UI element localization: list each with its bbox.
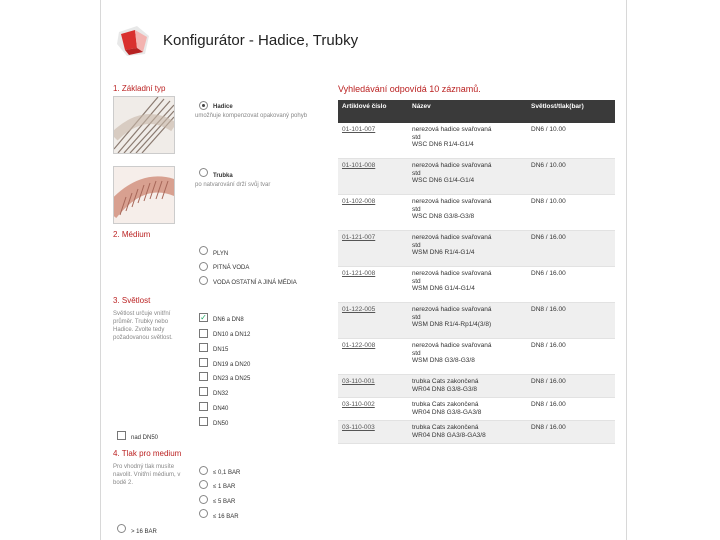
type-radio-hadice[interactable] bbox=[199, 101, 208, 110]
product-name-line: WR04 DN8 G3/8-GA3/8 bbox=[412, 408, 482, 416]
article-code-link[interactable]: 01-122-008 bbox=[338, 339, 408, 375]
medium-radio-pitna-voda[interactable] bbox=[199, 262, 208, 271]
column-header-code[interactable]: Artiklové číslo bbox=[338, 100, 408, 123]
size-label-dn15: DN15 bbox=[213, 347, 229, 353]
product-name-cell bbox=[408, 267, 527, 303]
article-code-link[interactable]: 01-101-007 bbox=[338, 123, 408, 159]
size-label-dn32: DN32 bbox=[213, 391, 229, 397]
pressure-label-16: ≤ 16 BAR bbox=[213, 514, 239, 520]
product-name-line: std bbox=[412, 241, 421, 249]
article-code-link[interactable]: 01-102-008 bbox=[338, 195, 408, 231]
size-pressure-cell: DN8 / 16.00 bbox=[527, 339, 615, 375]
size-pressure-cell: DN6 / 16.00 bbox=[527, 231, 615, 267]
product-name-line: nerezová hadice svařovaná bbox=[412, 270, 492, 277]
product-name-line: WSC DN8 G3/8-G3/8 bbox=[412, 213, 475, 220]
product-name-cell bbox=[408, 303, 527, 339]
size-pressure-cell: DN8 / 16.00 bbox=[527, 398, 615, 421]
product-name-line: std bbox=[412, 313, 421, 321]
tube-image bbox=[113, 166, 175, 224]
table-row[interactable] bbox=[338, 267, 615, 303]
type-label-hadice: Hadice bbox=[213, 104, 233, 110]
product-name-line: nerezová hadice svařovaná bbox=[412, 306, 492, 313]
configurator-logo bbox=[115, 22, 153, 60]
article-code-link[interactable]: 01-121-007 bbox=[338, 231, 408, 267]
results-header-row bbox=[338, 100, 615, 123]
pressure-radio-5[interactable] bbox=[199, 495, 208, 504]
size-pressure-cell: DN6 / 10.00 bbox=[527, 159, 615, 195]
product-name-line: WSC DN6 G1/4-G1/4 bbox=[412, 177, 475, 184]
product-name-cell bbox=[408, 123, 527, 159]
size-checkbox-dn15[interactable] bbox=[199, 343, 208, 352]
product-name-line: nerezová hadice svařovaná bbox=[412, 342, 492, 349]
size-checkbox-dn19-dn20[interactable] bbox=[199, 358, 208, 367]
product-name-cell bbox=[408, 398, 527, 421]
size-label-dn23-dn25: DN23 a DN25 bbox=[213, 376, 251, 382]
page-title: Konfigurátor - Hadice, Trubky bbox=[163, 32, 359, 49]
size-label-dn19-dn20: DN19 a DN20 bbox=[213, 362, 251, 368]
table-row[interactable] bbox=[338, 303, 615, 339]
size-pressure-cell: DN6 / 16.00 bbox=[527, 267, 615, 303]
size-label-dn10-dn12: DN10 a DN12 bbox=[213, 332, 251, 338]
product-name-line: WSM DN8 R1/4-Rp1/4(3/8) bbox=[412, 321, 492, 328]
size-checkbox-dn40[interactable] bbox=[199, 402, 208, 411]
size-label-nad-dn50: nad DN50 bbox=[131, 435, 159, 441]
medium-radio-plyn[interactable] bbox=[199, 246, 208, 255]
product-name-line: nerezová hadice svařovaná bbox=[412, 234, 492, 241]
pressure-radio-1[interactable] bbox=[199, 480, 208, 489]
size-label-dn50: DN50 bbox=[213, 421, 229, 427]
section-heading-typ: 1. Základní typ bbox=[113, 84, 166, 93]
table-row[interactable] bbox=[338, 123, 615, 159]
size-checkbox-dn10-dn12[interactable] bbox=[199, 329, 208, 338]
table-row[interactable] bbox=[338, 231, 615, 267]
product-name-line: WSM DN6 R1/4-G1/4 bbox=[412, 249, 475, 256]
medium-label-voda-ostatni: VODA OSTATNÍ A JINÁ MÉDIA bbox=[213, 280, 297, 286]
product-name-line: WR04 DN8 GA3/8-GA3/8 bbox=[412, 431, 486, 439]
product-name-cell bbox=[408, 159, 527, 195]
product-name-line: trubka Cats zakončená bbox=[412, 378, 479, 385]
product-name-cell bbox=[408, 195, 527, 231]
type-desc-trubka: po natvarování drží svůj tvar bbox=[195, 182, 271, 188]
article-code-link[interactable]: 01-101-008 bbox=[338, 159, 408, 195]
product-name-line: trubka Cats zakončená bbox=[412, 424, 479, 431]
product-name-line: WSM DN6 G1/4-G1/4 bbox=[412, 285, 475, 292]
medium-label-plyn: PLYN bbox=[213, 251, 229, 257]
size-pressure-cell: DN8 / 10.00 bbox=[527, 195, 615, 231]
article-code-link[interactable]: 03-110-001 bbox=[338, 375, 408, 398]
type-label-trubka: Trubka bbox=[213, 173, 233, 179]
pressure-label-5: ≤ 5 BAR bbox=[213, 499, 236, 505]
product-name-line: nerezová hadice svařovaná bbox=[412, 162, 492, 169]
article-code-link[interactable]: 03-110-002 bbox=[338, 398, 408, 421]
product-name-line: WSM DN8 G3/8-G3/8 bbox=[412, 357, 475, 364]
type-radio-trubka[interactable] bbox=[199, 168, 208, 177]
table-row[interactable] bbox=[338, 421, 615, 444]
svetlost-description: Světlost určuje vnitřní průměr. Trubky nebo Hadice. Zvolte tedy požadovanou světlost. bbox=[113, 311, 173, 341]
size-checkbox-nad-dn50[interactable] bbox=[117, 431, 126, 440]
results-summary: Vyhledávání odpovídá 10 záznamů. bbox=[338, 84, 481, 94]
size-checkbox-dn6-dn8[interactable]: ✓ bbox=[200, 313, 207, 322]
product-name-line: WR04 DN8 G3/8-G3/8 bbox=[412, 385, 478, 393]
pressure-label-1: ≤ 1 BAR bbox=[213, 484, 236, 490]
pressure-label-over-16: > 16 BAR bbox=[131, 529, 157, 535]
size-label-dn6-dn8: DN6 a DN8 bbox=[213, 317, 244, 323]
size-pressure-cell: DN8 / 16.00 bbox=[527, 375, 615, 398]
size-checkbox-dn32[interactable] bbox=[199, 387, 208, 396]
tlak-description: Pro vhodný tlak musíte navolit. Vnitřní médium, v bodě 2. bbox=[113, 464, 181, 486]
article-code-link[interactable]: 01-122-005 bbox=[338, 303, 408, 339]
size-checkbox-dn50[interactable] bbox=[199, 417, 208, 426]
product-name-cell bbox=[408, 231, 527, 267]
pressure-label-0-1: ≤ 0,1 BAR bbox=[213, 470, 241, 476]
product-name-cell bbox=[408, 421, 527, 444]
product-name-line: std bbox=[412, 133, 421, 141]
results-table bbox=[338, 100, 615, 444]
configurator-page bbox=[100, 0, 627, 540]
pressure-radio-over-16[interactable] bbox=[117, 524, 126, 533]
table-row[interactable] bbox=[338, 375, 615, 398]
section-heading-svetlost: 3. Světlost bbox=[113, 296, 151, 305]
table-row[interactable] bbox=[338, 398, 615, 421]
pressure-radio-16[interactable] bbox=[199, 509, 208, 518]
section-heading-medium: 2. Médium bbox=[113, 230, 151, 239]
product-name-cell bbox=[408, 375, 527, 398]
column-header-spec[interactable]: Světlost/tlak(bar) bbox=[527, 100, 615, 123]
section-heading-tlak: 4. Tlak pro medium bbox=[113, 449, 182, 458]
column-header-name[interactable]: Název bbox=[408, 100, 527, 123]
pressure-radio-0-1[interactable] bbox=[199, 466, 208, 475]
table-row[interactable] bbox=[338, 159, 615, 195]
size-checkbox-dn23-dn25[interactable] bbox=[199, 372, 208, 381]
product-name-line: WSC DN6 R1/4-G1/4 bbox=[412, 141, 474, 148]
product-name-line: std bbox=[412, 205, 421, 213]
table-row[interactable] bbox=[338, 195, 615, 231]
product-name-cell bbox=[408, 339, 527, 375]
table-row[interactable] bbox=[338, 339, 615, 375]
product-name-line: std bbox=[412, 349, 421, 357]
medium-label-pitna-voda: PITNÁ VODA bbox=[213, 265, 250, 271]
size-pressure-cell: DN8 / 16.00 bbox=[527, 303, 615, 339]
type-desc-hadice: umožňuje kompenzovat opakovaný pohyb bbox=[195, 113, 308, 119]
product-name-line: std bbox=[412, 277, 421, 285]
size-pressure-cell: DN6 / 10.00 bbox=[527, 123, 615, 159]
size-pressure-cell: DN8 / 16.00 bbox=[527, 421, 615, 444]
product-name-line: nerezová hadice svařovaná bbox=[412, 126, 492, 133]
product-name-line: trubka Cats zakončená bbox=[412, 401, 479, 408]
article-code-link[interactable]: 01-121-008 bbox=[338, 267, 408, 303]
medium-radio-voda-ostatni[interactable] bbox=[199, 276, 208, 285]
article-code-link[interactable]: 03-110-003 bbox=[338, 421, 408, 444]
size-label-dn40: DN40 bbox=[213, 406, 229, 412]
product-name-line: nerezová hadice svařovaná bbox=[412, 198, 492, 205]
product-name-line: std bbox=[412, 169, 421, 177]
hose-image bbox=[113, 96, 175, 154]
